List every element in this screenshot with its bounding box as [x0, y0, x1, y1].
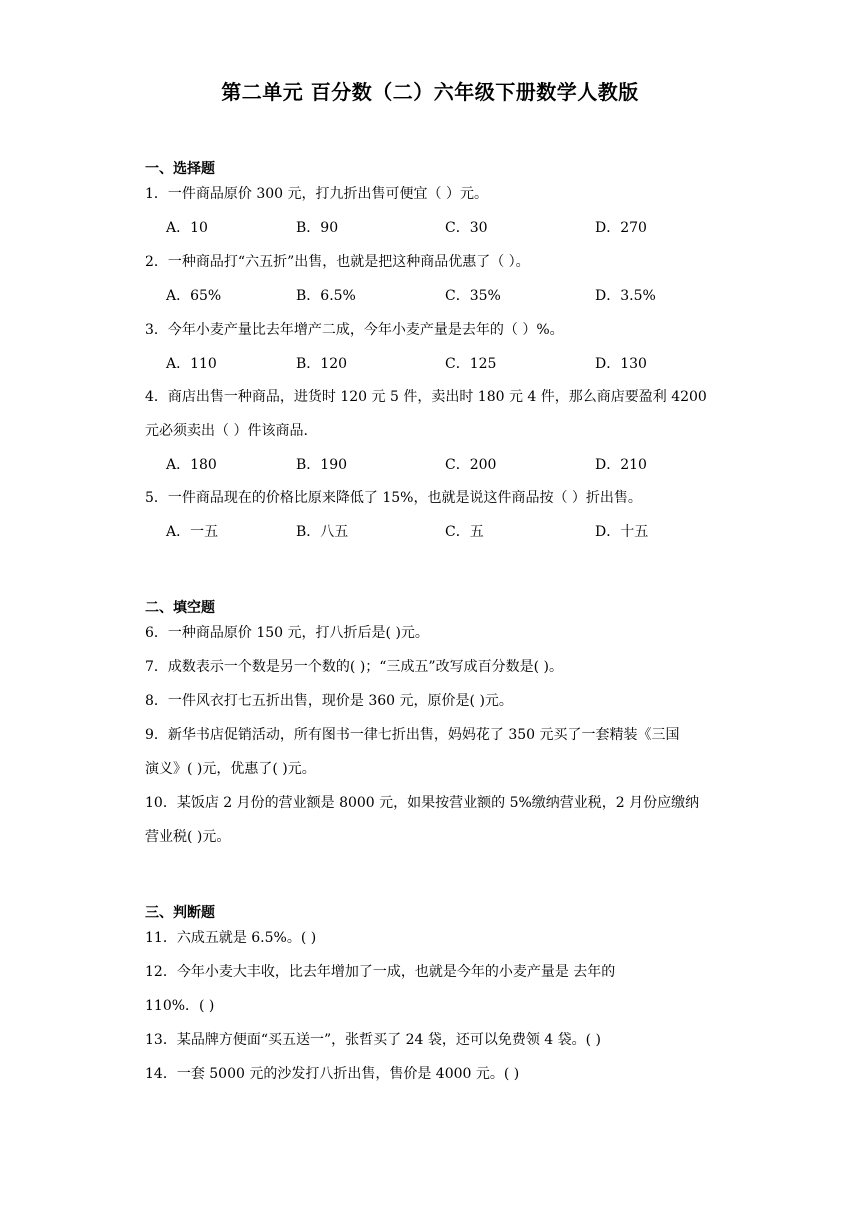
option-4c: C．200 — [445, 457, 497, 473]
option-3a: A．110 — [166, 356, 217, 372]
question-4-continued: 元必须卖出（ ）件该商品. — [145, 423, 308, 439]
option-3d: D．130 — [595, 356, 647, 372]
option-5b: B．八五 — [296, 524, 349, 540]
question-9-continued: 演义》( )元，优惠了( )元。 — [145, 761, 316, 777]
option-5a: A．一五 — [166, 524, 219, 540]
option-1c: C．30 — [445, 220, 488, 236]
question-12-continued: 110%．( ) — [145, 998, 215, 1014]
option-2b: B．6.5% — [296, 288, 356, 304]
page-title: 第二单元 百分数（二）六年级下册数学人教版 — [221, 80, 639, 104]
question-9: 9．新华书店促销活动，所有图书一律七折出售，妈妈花了 350 元买了一套精装《三国 — [145, 727, 680, 743]
option-2a: A．65% — [166, 288, 222, 304]
question-12: 12．今年小麦大丰收，比去年增加了一成，也就是今年的小麦产量是 去年的 — [145, 964, 616, 980]
question-6: 6．一种商品原价 150 元，打八折后是( )元。 — [145, 625, 429, 641]
question-11: 11．六成五就是 6.5%。( ) — [145, 930, 317, 946]
question-10-continued: 营业税( )元。 — [145, 829, 231, 845]
option-1b: B．90 — [296, 220, 339, 236]
option-1d: D．270 — [595, 220, 647, 236]
question-10: 10．某饭店 2 月份的营业额是 8000 元，如果按营业额的 5%缴纳营业税，2 月份应缴纳 — [145, 795, 700, 811]
option-5d: D．十五 — [595, 524, 649, 540]
question-7: 7．成数表示一个数是另一个数的( )；“三成五”改写成百分数是( )。 — [145, 659, 563, 675]
section-heading-choice: 一、选择题 — [145, 161, 215, 177]
question-8: 8．一件风衣打七五折出售，现价是 360 元，原价是( )元。 — [145, 693, 513, 709]
question-14: 14．一套 5000 元的沙发打八折出售，售价是 4000 元。( ) — [145, 1066, 520, 1082]
question-2: 2．一种商品打“六五折”出售，也就是把这种商品优惠了（ ）。 — [145, 254, 530, 270]
option-5c: C．五 — [445, 524, 484, 540]
option-4d: D．210 — [595, 457, 647, 473]
option-3c: C．125 — [445, 356, 497, 372]
section-heading-judge: 三、判断题 — [145, 905, 215, 921]
option-4a: A．180 — [166, 457, 217, 473]
option-2c: C．35% — [445, 288, 501, 304]
question-13: 13．某品牌方便面“买五送一”，张哲买了 24 袋，还可以免费领 4 袋。( ) — [145, 1032, 602, 1048]
question-5: 5．一件商品现在的价格比原来降低了 15%，也就是说这件商品按（ ）折出售。 — [145, 490, 642, 506]
option-4b: B．190 — [296, 457, 348, 473]
question-1: 1．一件商品原价 300 元，打九折出售可便宜（ ）元。 — [145, 186, 488, 202]
option-3b: B．120 — [296, 356, 348, 372]
question-4: 4．商店出售一种商品，进货时 120 元 5 件，卖出时 180 元 4 件，那么商店要盈利 4200 — [145, 389, 707, 405]
section-heading-fill: 二、填空题 — [145, 600, 215, 616]
option-1a: A．10 — [166, 220, 208, 236]
option-2d: D．3.5% — [595, 288, 656, 304]
question-3: 3．今年小麦产量比去年增产二成，今年小麦产量是去年的（ ）%。 — [145, 322, 564, 338]
